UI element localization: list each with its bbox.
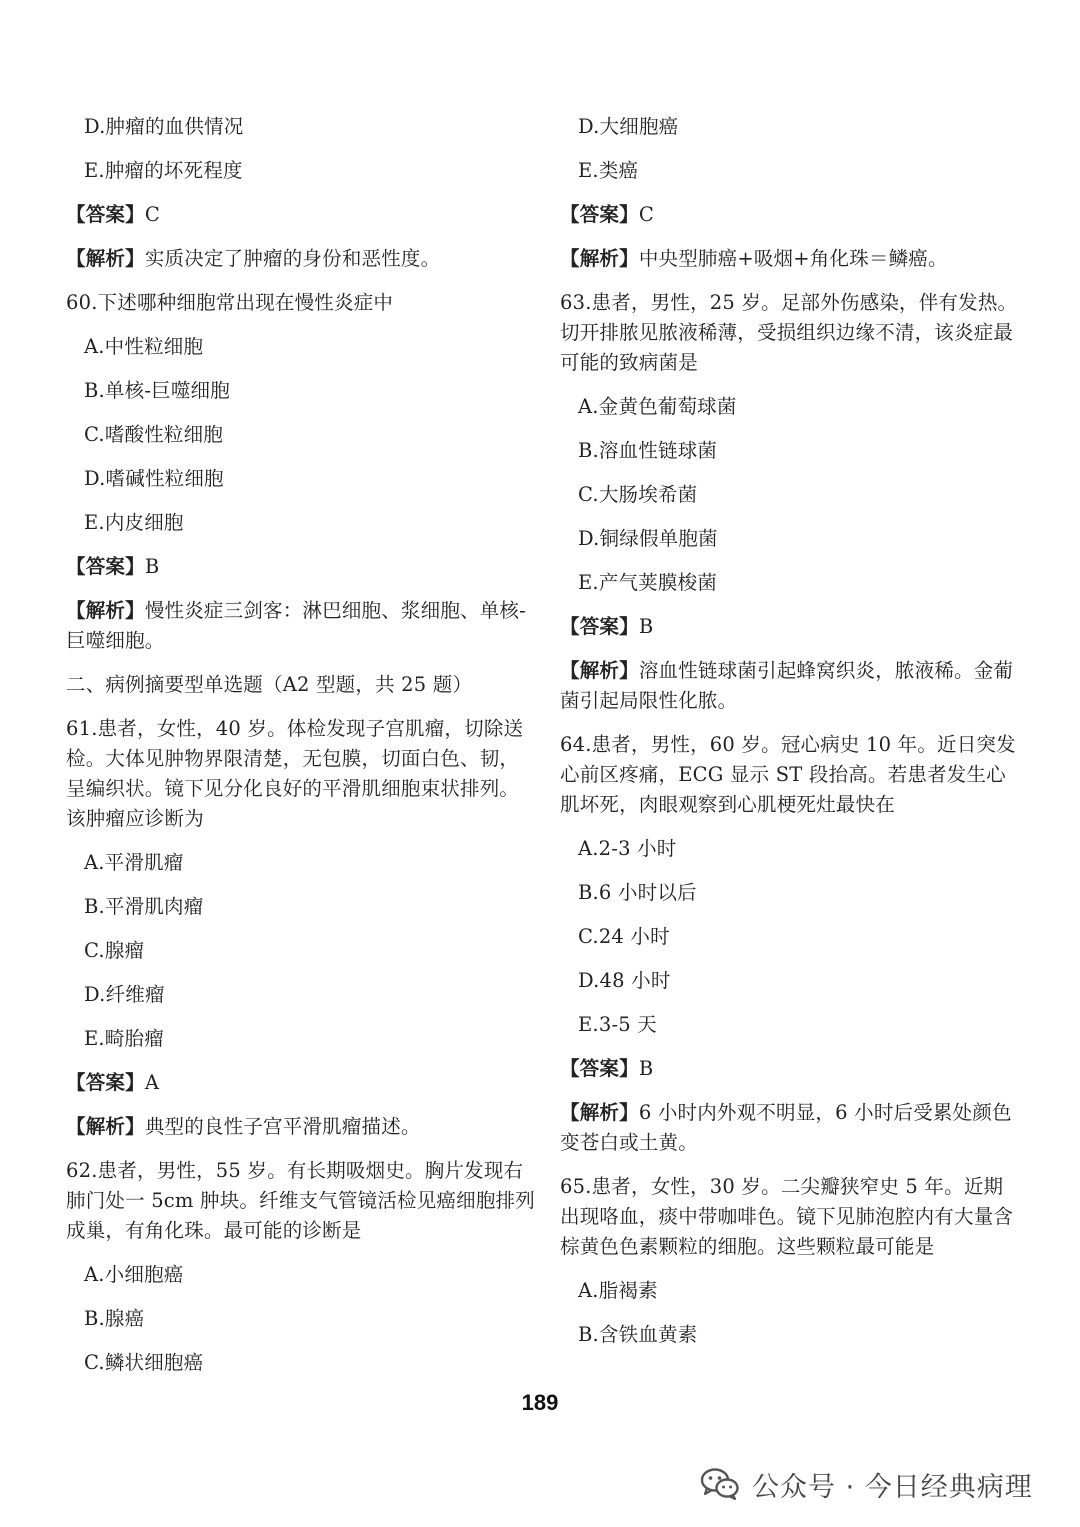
option-item: [560, 834, 1022, 864]
explanation-label: 【解析】: [66, 247, 145, 270]
line-text: D.大细胞癌: [578, 115, 679, 138]
question-text: [66, 714, 536, 834]
option-item: [66, 464, 536, 494]
option-item: [66, 420, 536, 450]
line-text: A.中性粒细胞: [84, 335, 204, 358]
line-text: C.大肠埃希菌: [578, 483, 698, 506]
question-text: [560, 288, 1022, 378]
option-item: [560, 1320, 1022, 1350]
line-text: 溶血性链球菌引起蜂窝织炎，脓液稀。金葡菌引起局限性化脓。: [560, 659, 1014, 712]
line-text: 典型的良性子宫平滑肌瘤描述。: [144, 1115, 421, 1138]
line-text: B.含铁血黄素: [578, 1323, 698, 1346]
line-text: D.肿瘤的血供情况: [84, 115, 244, 138]
line-text: E.畸胎瘤: [84, 1027, 164, 1050]
option-item: [560, 480, 1022, 510]
line-text: 65.患者，女性，30 岁。二尖瓣狭窄史 5 年。近期出现咯血，痰中带咖啡色。镜下见肺泡腔内有大量含棕黄色色素颗粒的细胞。这些颗粒最可能是: [560, 1175, 1014, 1258]
line-text: 63.患者，男性，25 岁。足部外伤感染，伴有发热。切开排脓见脓液稀薄，受损组织边缘不清，该炎症最可能的致病菌是: [560, 291, 1018, 374]
option-item: [560, 524, 1022, 554]
question-text: [66, 1156, 536, 1246]
line-text: 61.患者，女性，40 岁。体检发现子宫肌瘤，切除送检。大体见肿物界限清楚，无包膜，切面白色、韧，呈编织状。镜下见分化良好的平滑肌细胞束状排列。该肿瘤应诊断为: [66, 717, 524, 830]
page-number: 189: [521, 1390, 559, 1415]
line-text: C: [144, 203, 160, 226]
line-text: B: [638, 615, 654, 638]
line-text: E.内皮细胞: [84, 511, 184, 534]
right-column: [560, 112, 1022, 1364]
explanation-label: 【解析】: [66, 599, 145, 622]
explanation-label: 【解析】: [560, 247, 639, 270]
explanation-line: [66, 244, 536, 274]
option-item: [66, 1260, 536, 1290]
line-text: B: [638, 1057, 654, 1080]
line-text: B.单核-巨噬细胞: [84, 379, 230, 402]
line-text: C.嗜酸性粒细胞: [84, 423, 224, 446]
line-text: B.溶血性链球菌: [578, 439, 718, 462]
answer-label: 【答案】: [66, 1071, 145, 1094]
option-item: [560, 568, 1022, 598]
option-item: [66, 980, 536, 1010]
option-item: [66, 848, 536, 878]
explanation-label: 【解析】: [66, 1115, 145, 1138]
answer-label: 【答案】: [66, 555, 145, 578]
left-column: [66, 112, 536, 1392]
answer-line: [66, 1068, 536, 1098]
line-text: C.腺瘤: [84, 939, 145, 962]
line-text: E.类癌: [578, 159, 639, 182]
explanation-label: 【解析】: [560, 1101, 639, 1124]
line-text: 64.患者，男性，60 岁。冠心病史 10 年。近日突发心前区疼痛，ECG 显示 ST 段抬高。若患者发生心肌坏死，肉眼观察到心肌梗死灶最快在: [560, 733, 1016, 816]
explanation-line: [560, 1098, 1022, 1158]
option-item: [66, 156, 536, 186]
answer-label: 【答案】: [560, 615, 639, 638]
line-text: 慢性炎症三剑客：淋巴细胞、浆细胞、单核-巨噬细胞。: [66, 599, 526, 652]
answer-label: 【答案】: [66, 203, 145, 226]
line-text: 6 小时内外观不明显，6 小时后受累处颜色变苍白或土黄。: [560, 1101, 1012, 1154]
option-item: [66, 508, 536, 538]
line-text: A.2-3 小时: [578, 837, 677, 860]
line-text: C.鳞状细胞癌: [84, 1351, 204, 1374]
option-item: [560, 156, 1022, 186]
question-text: [560, 1172, 1022, 1262]
line-text: 二、病例摘要型单选题（A2 型题，共 25 题）: [66, 673, 473, 696]
line-text: A.平滑肌瘤: [84, 851, 184, 874]
line-text: D.嗜碱性粒细胞: [84, 467, 224, 490]
option-item: [66, 332, 536, 362]
line-text: D.纤维瘤: [84, 983, 165, 1006]
explanation-line: [560, 656, 1022, 716]
line-text: A: [144, 1071, 160, 1094]
line-text: E.产气荚膜梭菌: [578, 571, 718, 594]
answer-label: 【答案】: [560, 1057, 639, 1080]
wechat-icon: [700, 1467, 740, 1501]
line-text: A.脂褐素: [578, 1279, 658, 1302]
option-item: [66, 112, 536, 142]
option-item: [66, 376, 536, 406]
line-text: A.金黄色葡萄球菌: [578, 395, 737, 418]
explanation-label: 【解析】: [560, 659, 639, 682]
answer-line: [66, 200, 536, 230]
option-item: [560, 1010, 1022, 1040]
line-text: 60.下述哪种细胞常出现在慢性炎症中: [66, 291, 394, 314]
question-text: [66, 288, 536, 318]
option-item: [560, 112, 1022, 142]
explanation-line: [66, 596, 536, 656]
explanation-line: [66, 1112, 536, 1142]
option-item: [66, 892, 536, 922]
line-text: E.3-5 天: [578, 1013, 657, 1036]
section-heading: [66, 670, 536, 700]
line-text: B.6 小时以后: [578, 881, 697, 904]
option-item: [560, 1276, 1022, 1306]
line-text: 62.患者，男性，55 岁。有长期吸烟史。胸片发现右肺门处一 5cm 肿块。纤维支气管镜活检见癌细胞排列成巢，有角化珠。最可能的诊断是: [66, 1159, 535, 1242]
option-item: [66, 936, 536, 966]
line-text: D.48 小时: [578, 969, 671, 992]
option-item: [560, 878, 1022, 908]
line-text: D.铜绿假单胞菌: [578, 527, 718, 550]
line-text: 实质决定了肿瘤的身份和恶性度。: [144, 247, 441, 270]
option-item: [560, 436, 1022, 466]
option-item: [560, 392, 1022, 422]
answer-line: [560, 612, 1022, 642]
answer-line: [66, 552, 536, 582]
line-text: A.小细胞癌: [84, 1263, 184, 1286]
option-item: [560, 922, 1022, 952]
option-item: [66, 1304, 536, 1334]
line-text: E.肿瘤的坏死程度: [84, 159, 243, 182]
option-item: [66, 1024, 536, 1054]
line-text: C: [638, 203, 654, 226]
line-text: C.24 小时: [578, 925, 670, 948]
watermark: [700, 1462, 1033, 1506]
line-text: B.腺癌: [84, 1307, 145, 1330]
line-text: B.平滑肌肉瘤: [84, 895, 204, 918]
question-text: [560, 730, 1022, 820]
line-text: B: [144, 555, 160, 578]
option-item: [560, 966, 1022, 996]
line-text: 中央型肺癌+吸烟+角化珠＝鳞癌。: [638, 247, 948, 270]
answer-line: [560, 1054, 1022, 1084]
watermark-text: 公众号 · 今日经典病理: [752, 1471, 1033, 1503]
answer-label: 【答案】: [560, 203, 639, 226]
explanation-line: [560, 244, 1022, 274]
answer-line: [560, 200, 1022, 230]
option-item: [66, 1348, 536, 1378]
